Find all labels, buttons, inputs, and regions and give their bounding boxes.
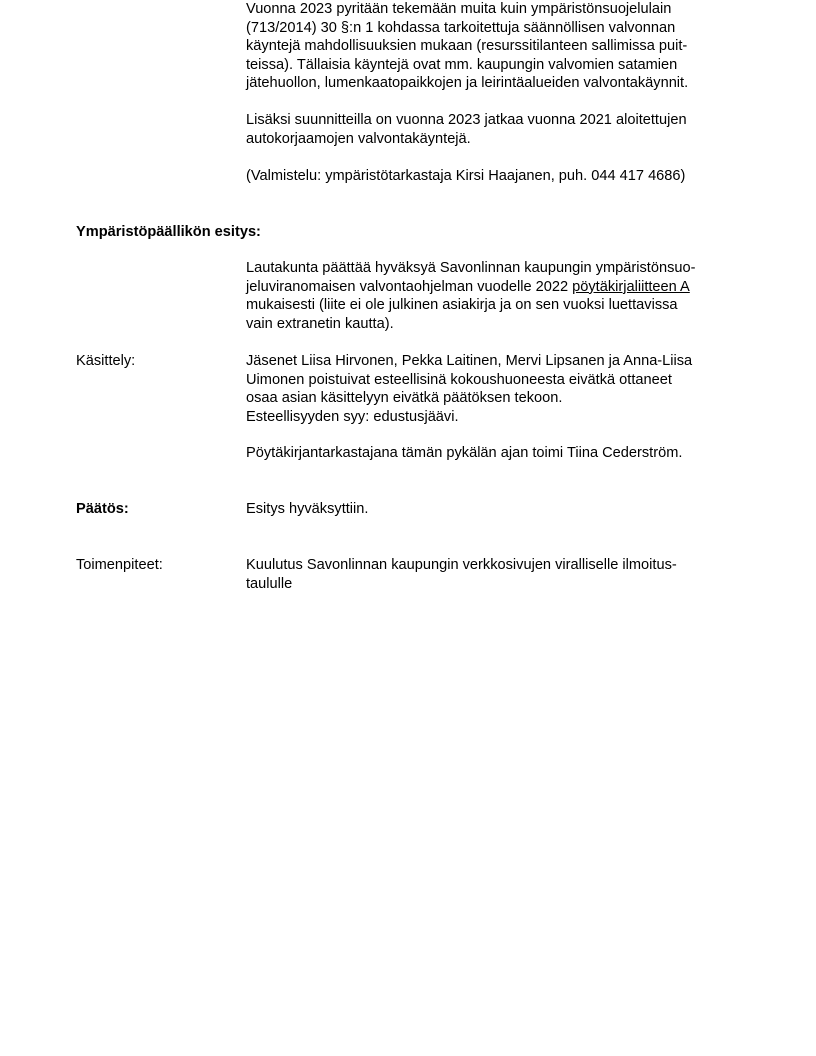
- proposal-line: [246, 278, 746, 297]
- intro-line: (713/2014) 30 §:n 1 kohdassa tarkoitettuja säännöllisen valvonnan: [246, 19, 676, 36]
- actions-paragraph: [246, 556, 746, 593]
- checker-note-text: Pöytäkirjantarkastajana tämän pykälän ajan toimi Tiina Cederström.: [246, 445, 683, 461]
- handling-line: Jäsenet Liisa Hirvonen, Pekka Laitinen, Mervi Lipsanen ja Anna-Liisa: [246, 353, 693, 369]
- proposal-paragraph: [246, 259, 746, 333]
- decision-label: Päätös:: [76, 501, 129, 517]
- plan-line: autokorjaamojen valvontakäyntejä.: [246, 130, 471, 147]
- plan-line: Lisäksi suunnitteilla on vuonna 2023 jatkaa vuonna 2021 aloitettujen: [246, 112, 687, 128]
- intro-line: käyntejä mahdollisuuksien mukaan (resurssitilanteen sallimissa puit-: [246, 38, 688, 54]
- handling-line: Esteellisyyden syy: edustusjäävi.: [246, 408, 459, 425]
- proposal-line: vain extranetin kautta).: [246, 315, 394, 332]
- decision-line: Esitys hyväksyttiin.: [246, 501, 369, 517]
- proposal-line-text: jeluviranomaisen valvontaohjelman vuodelle 2022: [246, 278, 573, 295]
- preparation-note: [246, 167, 746, 186]
- actions-label: Toimenpiteet:: [76, 557, 163, 573]
- proposal-line: mukaisesti (liite ei ole julkinen asiakirja ja on sen vuoksi luettavissa: [246, 297, 678, 313]
- proposal-line: Lautakunta päättää hyväksyä Savonlinnan kaupungin ympäristönsuo-: [246, 260, 696, 276]
- actions-line: taululle: [246, 575, 293, 592]
- intro-line: jätehuollon, lumenkaatopaikkojen ja leirintäalueiden valvontakäynnit.: [246, 75, 689, 91]
- preparation-note-text: (Valmistelu: ympäristötarkastaja Kirsi Haajanen, puh. 044 417 4686): [246, 168, 686, 184]
- handling-line: osaa asian käsittelyyn eivätkä päätöksen tekoon.: [246, 390, 563, 406]
- attachment-link[interactable]: pöytäkirjaliitteen A: [572, 278, 690, 295]
- handling-label: Käsittely:: [76, 353, 136, 369]
- checker-note: [246, 444, 746, 463]
- proposal-heading: Ympäristöpäällikön esitys:: [76, 224, 261, 240]
- decision-text: [246, 500, 746, 519]
- handling-paragraph: [246, 352, 746, 426]
- actions-line: Kuulutus Savonlinnan kaupungin verkkosivujen viralliselle ilmoitus-: [246, 557, 677, 573]
- handling-line: Uimonen poistuivat esteellisinä kokoushuoneesta eivätkä ottaneet: [246, 371, 672, 388]
- intro-paragraph: [246, 0, 746, 93]
- intro-line: teissa). Tällaisia käyntejä ovat mm. kaupungin valvomien satamien: [246, 56, 678, 73]
- plan-paragraph: [246, 111, 746, 148]
- intro-line: Vuonna 2023 pyritään tekemään muita kuin ympäristönsuojelulain: [246, 1, 672, 17]
